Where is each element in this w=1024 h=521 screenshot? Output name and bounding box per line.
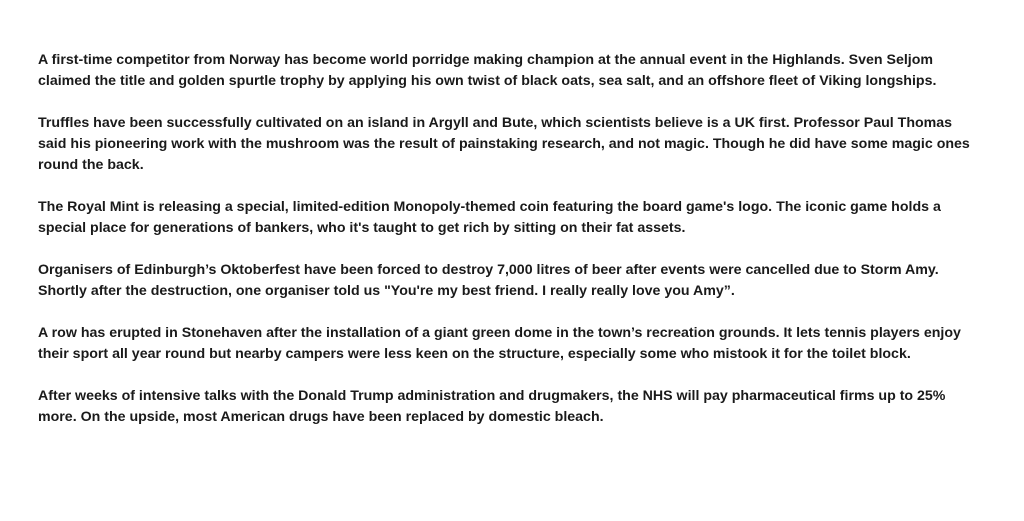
news-paragraph-royal-mint: The Royal Mint is releasing a special, limited-edition Monopoly-themed coin featuring the board game's logo. The iconic game holds a special place for generations of bankers, who it's taught to get rich by sitting on their fat assets. [38, 199, 941, 236]
news-paragraph-stonehaven: A row has erupted in Stonehaven after the installation of a giant green dome in the town’s recreation grounds. It lets tennis players enjoy their sport all year round but nearby campers were less keen on the structure, especially some who mistook it for the toilet block. [38, 325, 961, 362]
news-paragraph-nhs: After weeks of intensive talks with the Donald Trump administration and drugmakers, the NHS will pay pharmaceutical firms up to 25% more. On the upside, most American drugs have been replaced by domestic bleach. [38, 388, 946, 425]
news-paragraph-truffles: Truffles have been successfully cultivated on an island in Argyll and Bute, which scientists believe is a UK first. Professor Paul Thomas said his pioneering work with the mushroom was the result of painstaking research, and not magic. Though he did have some magic ones round the back. [38, 115, 970, 173]
document-body [38, 50, 978, 428]
news-paragraph-porridge: A first-time competitor from Norway has become world porridge making champion at the annual event in the Highlands. Sven Seljom claimed the title and golden spurtle trophy by applying his own twist of black oats, sea salt, and an offshore fleet of Viking longships. [38, 52, 937, 89]
news-paragraph-oktoberfest: Organisers of Edinburgh’s Oktoberfest have been forced to destroy 7,000 litres of beer after events were cancelled due to Storm Amy. Shortly after the destruction, one organiser told us "You're my best friend. I really really love you Amy”. [38, 262, 939, 299]
